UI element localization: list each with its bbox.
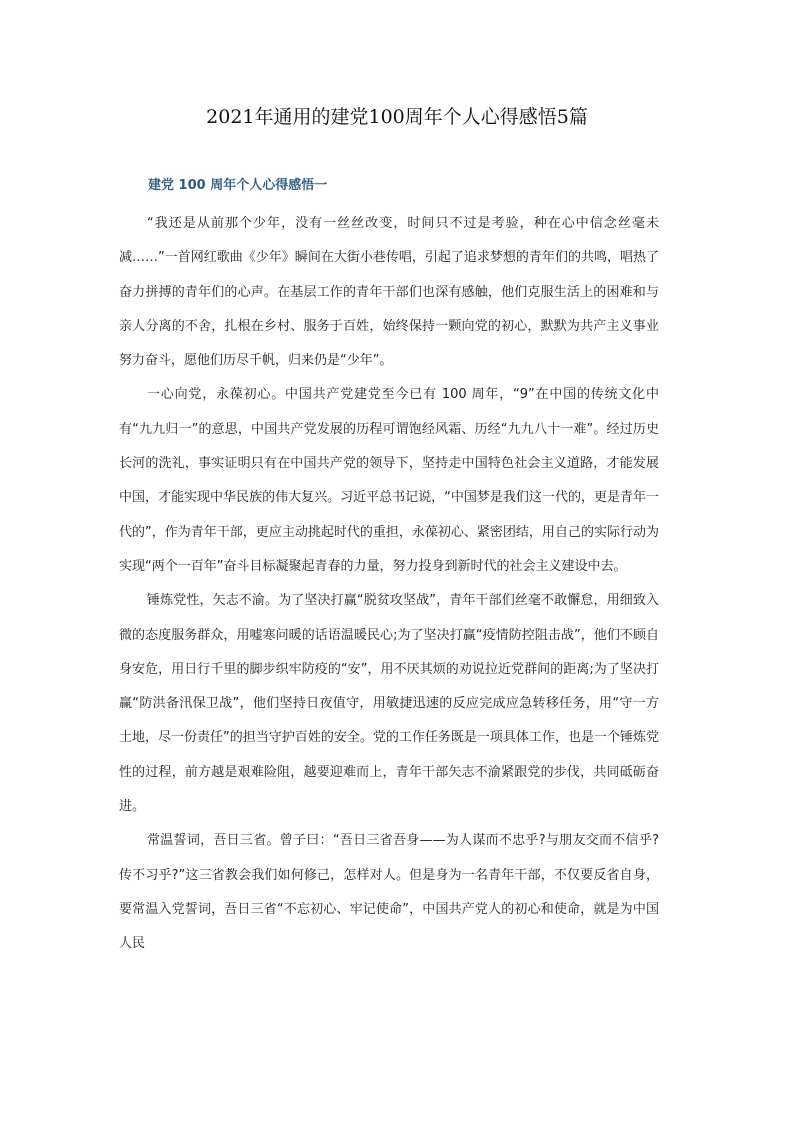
paragraph-3: 锤炼党性，矢志不渝。为了坚决打赢“脱贫攻坚战”，青年干部们丝毫不敢懈怠，用细致入微的态度服务群众，用嘘寒问暖的话语温暖民心;为了坚决打赢“疫情防控阻击战”，他们不顾自身安危，用日行千里的脚步织牢防疫的“安”，用不厌其烦的劝说拉近党群间的距离;为了坚决打赢“防洪备汛保卫战”，他们坚持日夜值守，用敏捷迅速的反应完成应急转移任务，用“守一方土地，尽一份责任”的担当守护百姓的安全。党的工作任务既是一项具体工作，也是一个锤炼党性的过程，前方越是艰难险阻，越要迎难而上，青年干部矢志不渝紧跟党的步伐，共同砥砺奋进。 (119, 593, 659, 815)
document-title: 2021年通用的建党100周年个人心得感悟5篇 (206, 106, 588, 128)
section-heading: 建党 100 周年个人心得感悟一 (148, 178, 328, 193)
paragraph-2: 一心向党，永葆初心。中国共产党建党至今已有 100 周年，“9”在中国的传统文化中有“九九归一”的意思，中国共产党发展的历程可谓饱经风霜、历经“九九八十一难”。经过历史长河的洗礼，事实证明只有在中国共产党的领导下，坚持走中国特色社会主义道路，才能发展中国，才能实现中华民族的伟大复兴。习近平总书记说，“中国梦是我们这一代的，更是青年一代的”，作为青年干部，更应主动挑起时代的重担，永葆初心、紧密团结，用自己的实际行动为实现“两个一百年”奋斗目标凝聚起青春的力量，努力投身到新时代的社会主义建设中去。 (119, 387, 659, 574)
paragraph-1: “我还是从前那个少年，没有一丝丝改变，时间只不过是考验，种在心中信念丝毫未减……”一首网红歌曲《少年》瞬间在大街小巷传唱，引起了追求梦想的青年们的共鸣，唱热了奋力拼搏的青年们的心声。在基层工作的青年干部们也深有感触，他们克服生活上的困难和与亲人分离的不舍，扎根在乡村、服务于百姓，始终保持一颗向党的初心，默默为共产主义事业努力奋斗，愿他们历尽千帆，归来仍是“少年”。 (119, 216, 659, 369)
paragraph-4: 常温誓词，吾日三省。曾子曰：“吾日三省吾身——为人谋而不忠乎?与朋友交而不信乎?传不习乎?”这三省教会我们如何修己，怎样对人。但是身为一名青年干部，不仅要反省自身，要常温入党誓词，吾日三省“不忘初心、牢记使命”，中国共产党人的初心和使命，就是为中国人民 (119, 833, 659, 952)
document-body (119, 207, 659, 962)
